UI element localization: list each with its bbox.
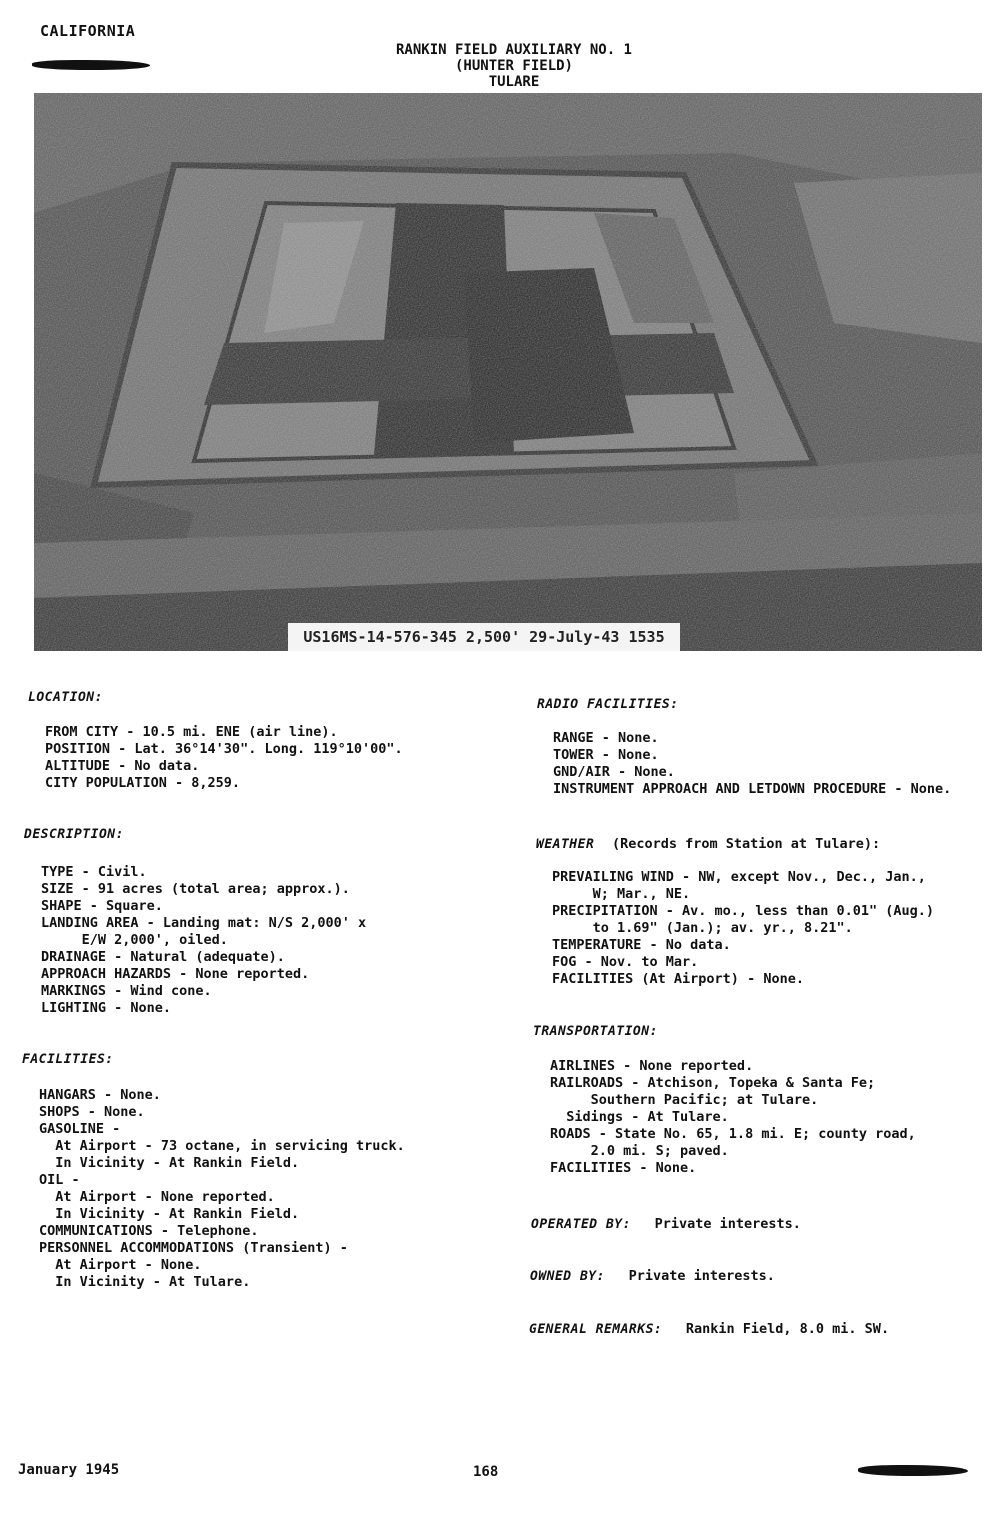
transportation-line: 2.0 mi. S; paved. <box>550 1143 729 1159</box>
facilities-line: In Vicinity - At Rankin Field. <box>39 1206 300 1222</box>
footer-date: January 1945 <box>18 1462 120 1478</box>
operated-by-row <box>531 1213 801 1233</box>
owned-by-row <box>530 1265 775 1285</box>
description-heading: DESCRIPTION: <box>24 827 124 842</box>
weather-line: W; Mar., NE. <box>552 886 691 902</box>
weather-line: FACILITIES (At Airport) - None. <box>552 971 804 987</box>
facilities-heading: FACILITIES: <box>22 1052 114 1067</box>
weather-subheading: (Records from Station at Tulare): <box>611 836 881 852</box>
transportation-line: Sidings - At Tulare. <box>550 1109 729 1125</box>
facilities-line: PERSONNEL ACCOMMODATIONS (Transient) - <box>39 1240 348 1256</box>
facilities-line: In Vicinity - At Rankin Field. <box>39 1155 300 1171</box>
general-remarks-label: GENERAL REMARKS: <box>529 1322 663 1337</box>
redaction-mark-bottom <box>858 1465 968 1476</box>
facilities-line: In Vicinity - At Tulare. <box>39 1274 251 1290</box>
general-remarks-row <box>529 1318 889 1338</box>
radio-line: TOWER - None. <box>553 747 659 763</box>
location-line: FROM CITY - 10.5 mi. ENE (air line). <box>45 724 338 740</box>
description-line: E/W 2,000', oiled. <box>41 932 228 948</box>
airfield-city: TULARE <box>488 74 540 90</box>
operated-by-label: OPERATED BY: <box>531 1217 631 1232</box>
facilities-line: At Airport - None. <box>39 1257 202 1273</box>
transportation-line: Southern Pacific; at Tulare. <box>550 1092 819 1108</box>
transportation-heading: TRANSPORTATION: <box>533 1024 658 1039</box>
description-line: LIGHTING - None. <box>41 1000 172 1016</box>
weather-line: PREVAILING WIND - NW, except Nov., Dec., Jan., <box>552 869 926 885</box>
facilities-line: At Airport - None reported. <box>39 1189 275 1205</box>
transportation-line: RAILROADS - Atchison, Topeka & Santa Fe; <box>550 1075 876 1091</box>
location-line: ALTITUDE - No data. <box>45 758 200 774</box>
location-line: POSITION - Lat. 36°14'30". Long. 119°10'00". <box>45 741 403 757</box>
radio-heading: RADIO FACILITIES: <box>537 697 679 712</box>
owned-by-label: OWNED BY: <box>530 1269 605 1284</box>
transportation-line: FACILITIES - None. <box>550 1160 697 1176</box>
facilities-line: GASOLINE - <box>39 1121 121 1137</box>
facilities-line: OIL - <box>39 1172 80 1188</box>
weather-line: TEMPERATURE - No data. <box>552 937 731 953</box>
weather-heading: WEATHER <box>536 837 595 852</box>
weather-line: PRECIPITATION - Av. mo., less than 0.01" (Aug.) <box>552 903 935 919</box>
airfield-alt-name: (HUNTER FIELD) <box>454 58 573 74</box>
weather-heading-row <box>536 833 880 853</box>
weather-line: to 1.69" (Jan.); av. yr., 8.21". <box>552 920 853 936</box>
description-line: SIZE - 91 acres (total area; approx.). <box>41 881 350 897</box>
page-number: 168 <box>473 1464 499 1480</box>
airfield-name: RANKIN FIELD AUXILIARY NO. 1 <box>395 42 632 58</box>
operated-by-value: Private interests. <box>654 1216 801 1232</box>
radio-line: GND/AIR - None. <box>553 764 675 780</box>
aerial-photograph <box>34 93 982 651</box>
description-line: SHAPE - Square. <box>41 898 163 914</box>
facilities-line: HANGARS - None. <box>39 1087 161 1103</box>
location-heading: LOCATION: <box>28 690 103 705</box>
facilities-line: SHOPS - None. <box>39 1104 145 1120</box>
general-remarks-value: Rankin Field, 8.0 mi. SW. <box>685 1321 890 1337</box>
radio-line: RANGE - None. <box>553 730 659 746</box>
transportation-line: ROADS - State No. 65, 1.8 mi. E; county road, <box>550 1126 916 1142</box>
airfield-title-block <box>0 42 1000 90</box>
facilities-line: COMMUNICATIONS - Telephone. <box>39 1223 259 1239</box>
weather-line: FOG - Nov. to Mar. <box>552 954 699 970</box>
owned-by-value: Private interests. <box>628 1268 775 1284</box>
transportation-line: AIRLINES - None reported. <box>550 1058 754 1074</box>
aerial-photo-drawing <box>34 93 982 651</box>
radio-line: INSTRUMENT APPROACH AND LETDOWN PROCEDURE - None. <box>553 781 952 797</box>
description-line: TYPE - Civil. <box>41 864 147 880</box>
description-line: MARKINGS - Wind cone. <box>41 983 212 999</box>
photo-caption: US16MS-14-576-345 2,500' 29-July-43 1535 <box>288 623 680 651</box>
state-heading: CALIFORNIA <box>40 22 136 40</box>
description-line: DRAINAGE - Natural (adequate). <box>41 949 285 965</box>
location-line: CITY POPULATION - 8,259. <box>45 775 241 791</box>
description-line: APPROACH HAZARDS - None reported. <box>41 966 310 982</box>
facilities-line: At Airport - 73 octane, in servicing truck. <box>39 1138 405 1154</box>
description-line: LANDING AREA - Landing mat: N/S 2,000' x <box>41 915 367 931</box>
